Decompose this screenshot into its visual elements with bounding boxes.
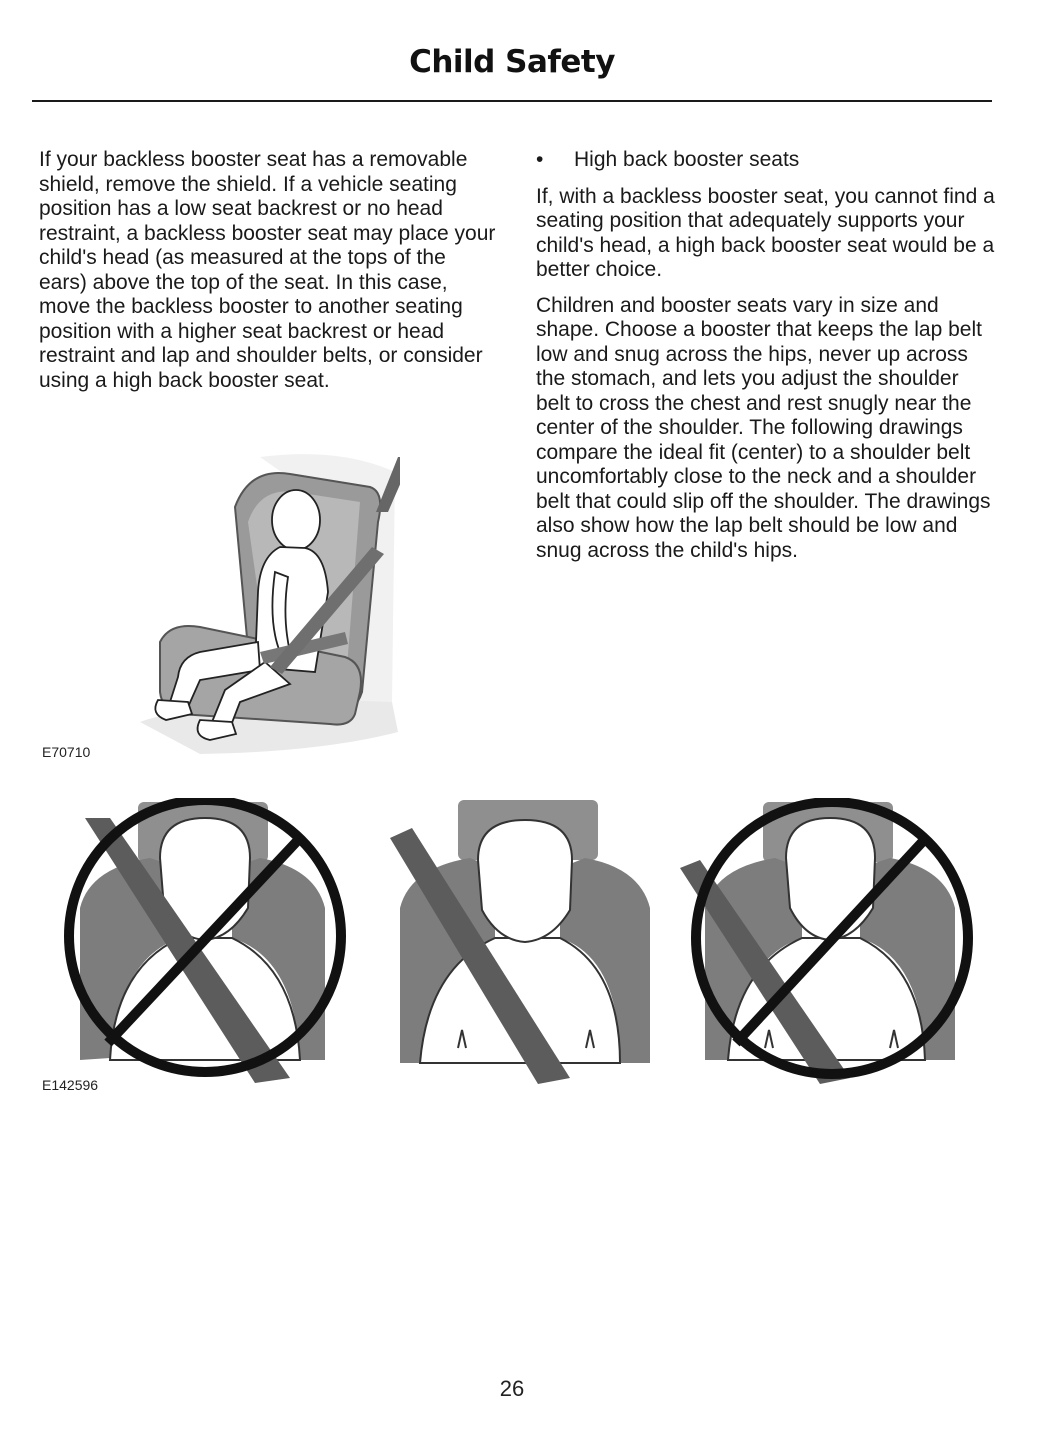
page-title: Child Safety bbox=[409, 44, 615, 80]
panel-belt-near-neck bbox=[69, 800, 341, 1083]
body-paragraph: If your backless booster seat has a removable shield, remove the shield. If a vehicle seating position has a low seat backrest or no head restraint, a backless booster seat may place your child's head (as measured at the tops of the ears) above the top of the seat. In this case, move the backless booster to another seating position with a higher seat backrest or head restraint and lap and shoulder belts, or consider using a high back booster seat. bbox=[39, 148, 496, 392]
bullet-marker: • bbox=[536, 148, 544, 171]
panel-belt-off-shoulder bbox=[680, 802, 968, 1084]
belt-fit-comparison bbox=[60, 798, 980, 1088]
left-column bbox=[39, 148, 499, 404]
page-number: 26 bbox=[499, 1376, 525, 1401]
booster-seat-illustration bbox=[140, 452, 400, 758]
body-paragraph: Children and booster seats vary in size and shape. Choose a booster that keeps the lap belt low and snug across the hips, never up across the stomach, and lets you adjust the shoulder belt to cross the chest and rest snugly near the center of the shoulder. The following drawings compare the ideal fit (center) to a shoulder belt uncomfortably close to the neck and a shoulder belt that could slip off the shoulder. The drawings also show how the lap belt should be low and snug across the child's hips. bbox=[536, 293, 991, 562]
bullet-text: High back booster seats bbox=[574, 148, 800, 171]
figure-code-belt-fit: E142596 bbox=[42, 1077, 99, 1093]
figure-code-booster: E70710 bbox=[42, 744, 91, 760]
body-paragraph: If, with a backless booster seat, you cannot find a seating position that adequately supports your child's head, a high back booster seat would be a better choice. bbox=[536, 184, 995, 281]
panel-correct-fit bbox=[390, 800, 650, 1084]
bullet-item bbox=[536, 148, 996, 173]
right-column bbox=[536, 148, 996, 574]
header-divider bbox=[32, 100, 992, 102]
